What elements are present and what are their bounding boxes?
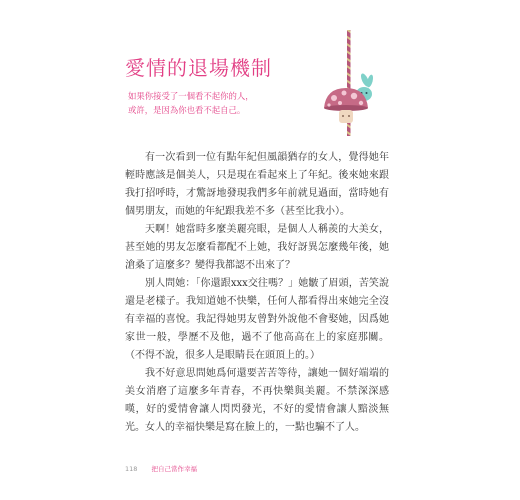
chapter-subtitle (128, 89, 254, 117)
chapter-title: 愛情的退場機制 (125, 56, 272, 80)
body-paragraph: 有一次看到一位有點年紀但風韻猶存的女人，覺得她年輕時應該是個美人，只是現在看起來上了年紀。後來她來跟我打招呼時，才驚訝地發現我們多年前就見過面，當時她有個男朋友，而她的年紀跟我差不多（甚至比我小）。 (125, 152, 389, 217)
mushroom-rabbit-illustration (318, 30, 380, 138)
body-paragraph: 天啊！她當時多麼美麗亮眼，是個人人稱羨的大美女，甚至她的男友怎麼看都配不上她，我好訝異怎麼幾年後，她滄桑了這麼多？變得我都認不出來了？ (125, 224, 389, 271)
body-text (125, 149, 389, 437)
running-title: 把自己當作幸福 (151, 465, 197, 473)
mushroom-icon (324, 88, 368, 123)
page-footer (125, 464, 197, 473)
subtitle-line: 如果你接受了一個看不起你的人， (128, 91, 254, 101)
subtitle-line: 或許，是因為你也看不起自己。 (128, 105, 246, 115)
page-number: 118 (125, 465, 138, 473)
body-paragraph: 我不好意思問她爲何還要苦苦等待，讓她一個好端端的美女消磨了這麼多年青春，不再快樂與美麗。不禁深深感嘆，好的愛情會讓人閃閃發光，不好的愛情會讓人黯淡無光。女人的幸福快樂是寫在臉上的，一點也騙不了人。 (125, 368, 389, 433)
body-paragraph: 別人問她：「你還跟xxx交往嗎？」她皺了眉頭，苦笑說還是老樣子。我知道她不快樂，任何人都看得出來她完全沒有幸福的喜悅。我記得她男友曾對外說他不會娶她，因爲她家世一般，學歷不及他，過不了他高高在上的家庭那關。（不得不說，很多人是眼睛長在頭頂上的。） (125, 278, 389, 361)
